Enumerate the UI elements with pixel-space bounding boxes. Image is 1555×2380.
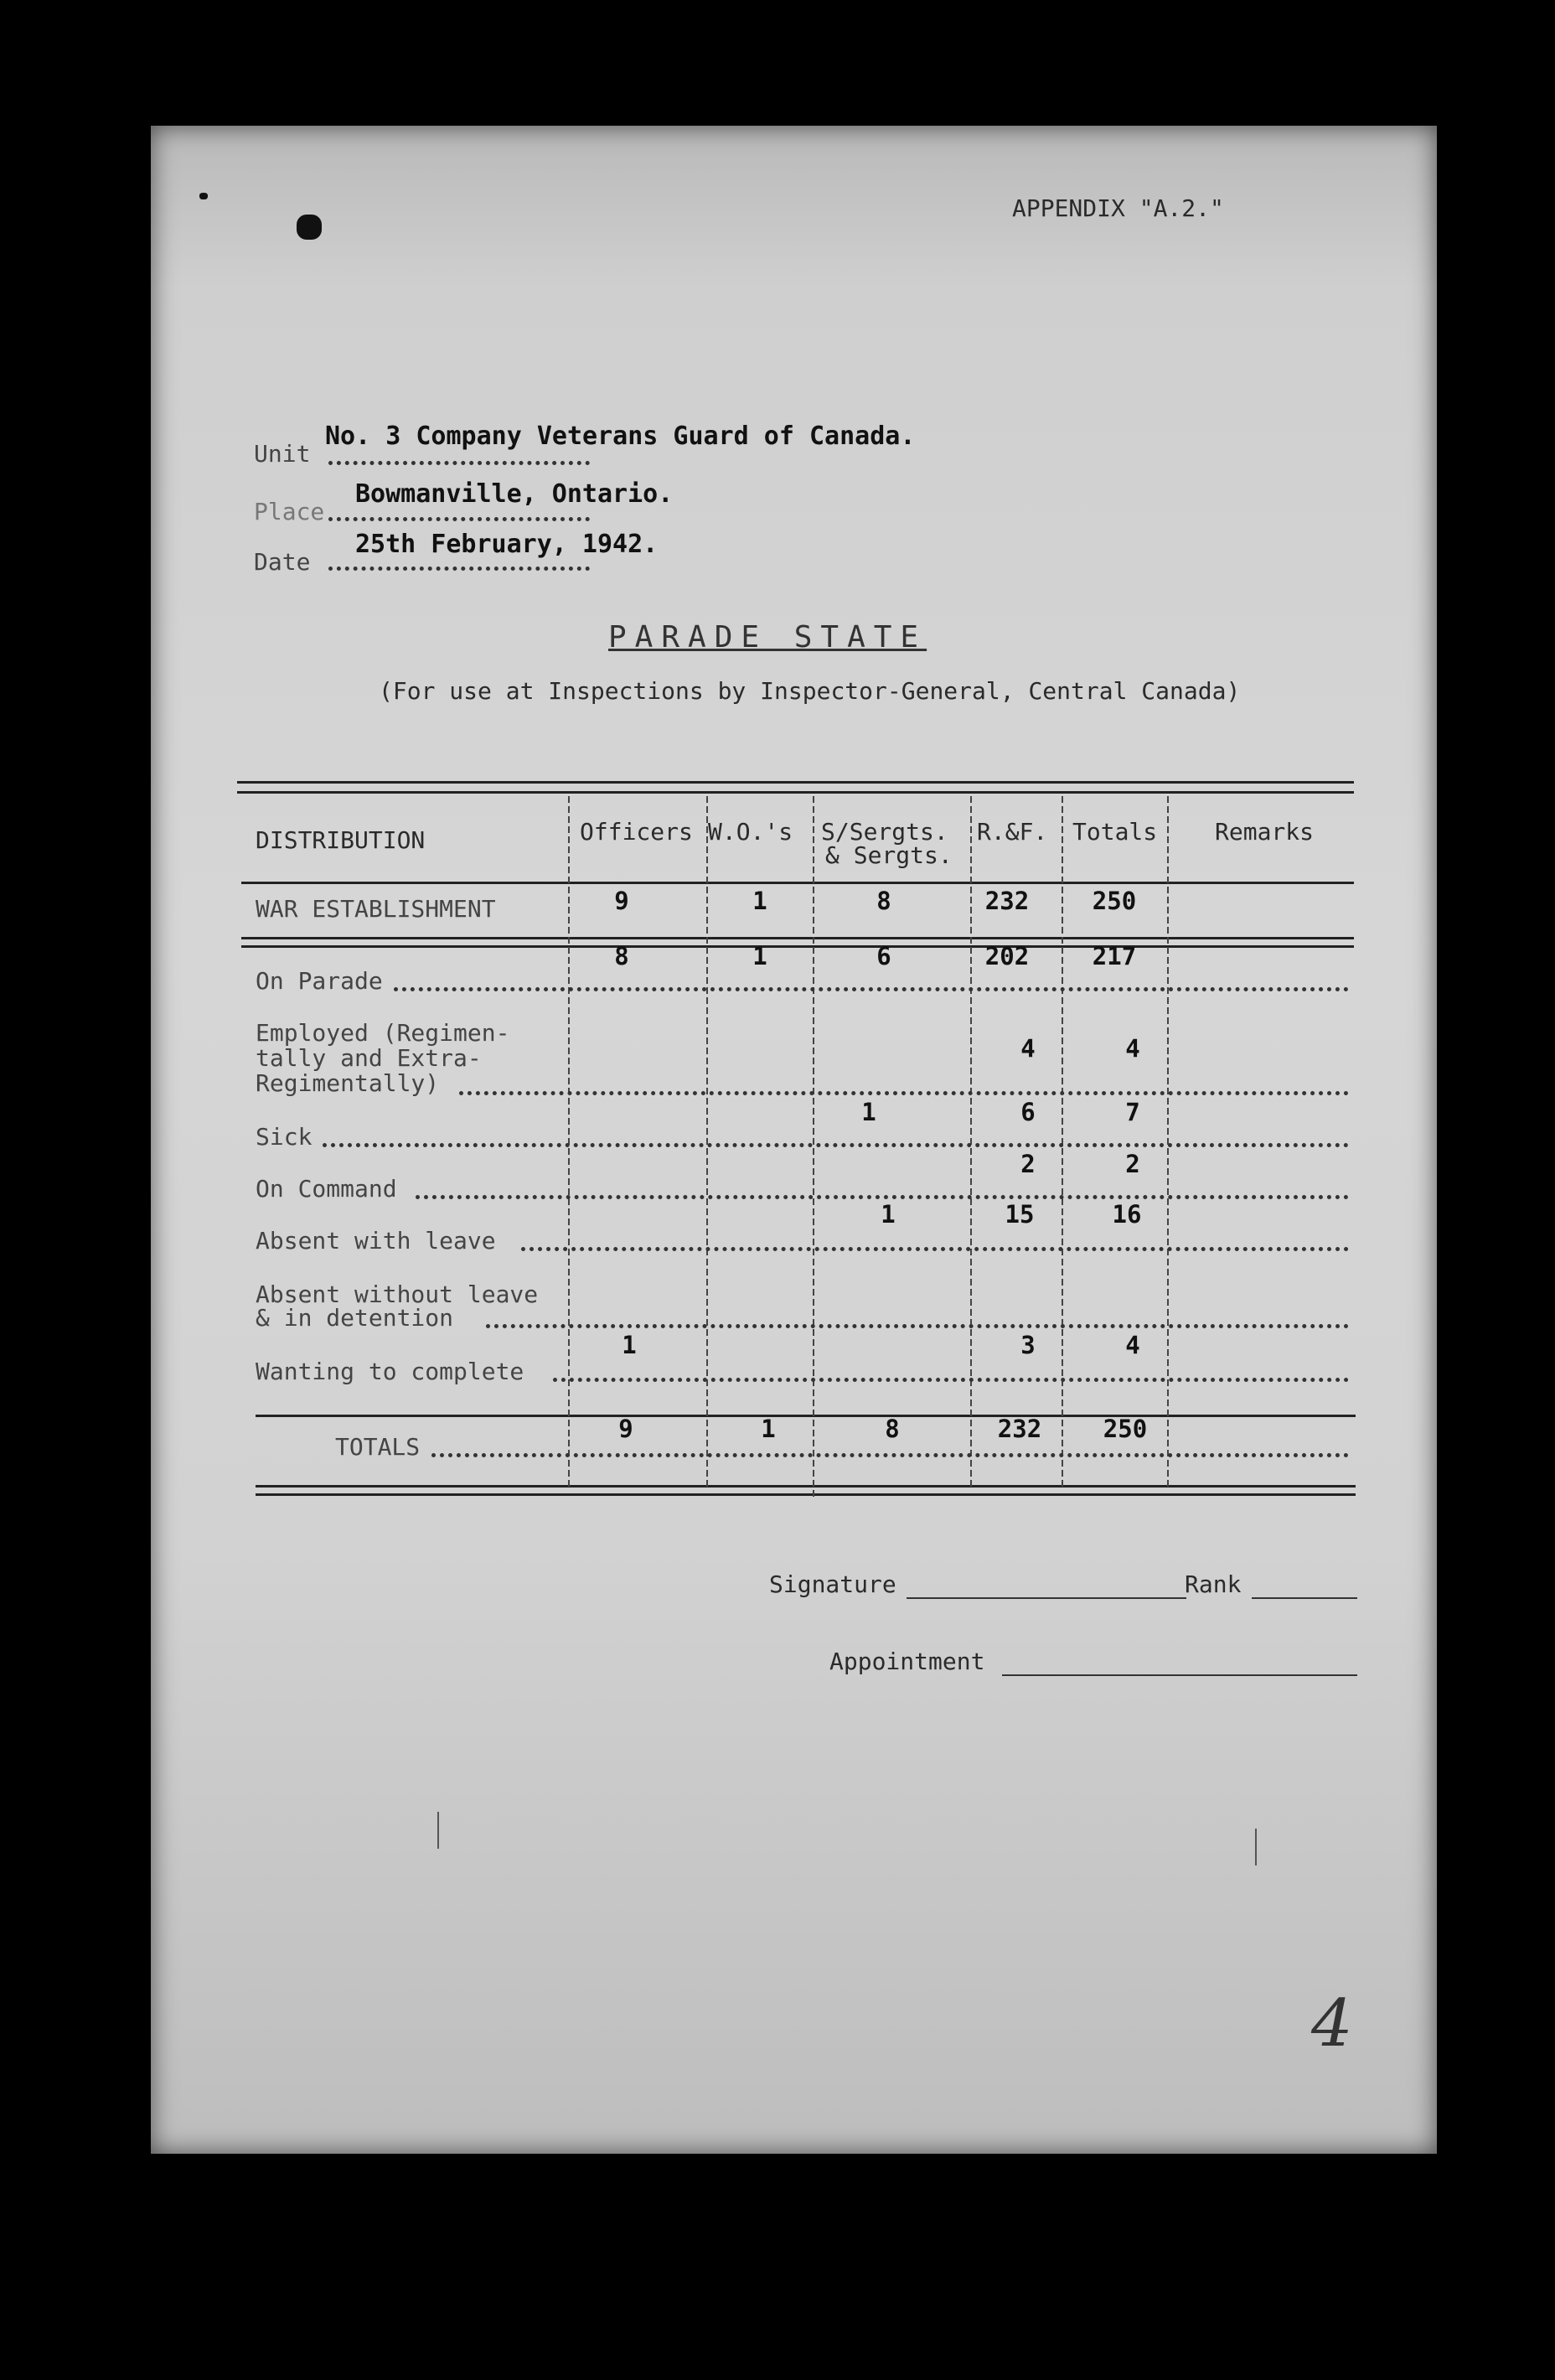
column-divider — [568, 796, 570, 1488]
place-value: Bowmanville, Ontario. — [355, 479, 674, 509]
signature-line — [907, 1597, 1186, 1599]
unit-label: Unit — [254, 440, 311, 468]
sick-sergts: 1 — [861, 1098, 876, 1126]
row-dotted-line — [553, 1378, 1349, 1382]
on-command-label: On Command — [256, 1175, 397, 1203]
header-rf: R.&F. — [977, 818, 1048, 846]
on-command-totals: 2 — [1125, 1150, 1140, 1178]
row-dotted-line — [486, 1324, 1349, 1328]
on-parade-label: On Parade — [256, 967, 383, 995]
employed-totals: 4 — [1125, 1034, 1140, 1063]
row-dotted-line — [431, 1453, 1349, 1457]
header-distribution: DISTRIBUTION — [256, 826, 426, 854]
header-sergts: S/Sergts. — [821, 818, 948, 846]
absent-with-leave-totals: 16 — [1112, 1200, 1142, 1229]
table-top-rule — [237, 781, 1354, 784]
row-dotted-line — [521, 1247, 1349, 1251]
war-establishment-label: WAR ESTABLISHMENT — [256, 895, 496, 923]
employed-label-line1: Employed (Regimen- — [256, 1019, 510, 1047]
totals-sergts: 8 — [885, 1415, 900, 1443]
employed-rf: 4 — [1020, 1034, 1036, 1063]
header-wos: W.O.'s — [708, 818, 793, 846]
column-divider — [1062, 796, 1063, 1488]
header-officers: Officers — [580, 818, 693, 846]
totals-rf: 232 — [997, 1415, 1042, 1443]
appendix-label: APPENDIX "A.2." — [1012, 194, 1224, 222]
war-establishment-bottom-rule — [241, 937, 1354, 939]
war-establishment-totals: 250 — [1092, 887, 1137, 915]
date-dotted-line — [328, 567, 590, 571]
page-title: PARADE STATE — [608, 620, 927, 654]
totals-totals: 250 — [1103, 1415, 1148, 1443]
absent-with-leave-sergts: 1 — [881, 1200, 896, 1229]
page-subtitle: (For use at Inspections by Inspector-General, Central Canada) — [379, 677, 1241, 705]
war-establishment-wos: 1 — [752, 887, 767, 915]
signature-label: Signature — [769, 1570, 896, 1598]
handwritten-page-number: 4 — [1311, 1986, 1353, 2062]
date-value: 25th February, 1942. — [355, 530, 659, 559]
sick-label: Sick — [256, 1123, 313, 1151]
column-divider — [1167, 796, 1169, 1488]
place-label: Place — [254, 498, 325, 525]
absent-with-leave-label: Absent with leave — [256, 1227, 496, 1255]
column-divider — [706, 796, 708, 1488]
war-establishment-bottom-rule-2 — [241, 945, 1354, 948]
table-bottom-rule-2 — [256, 1493, 1356, 1496]
absent-without-leave-label-line2: & in detention — [256, 1304, 454, 1332]
war-establishment-sergts: 8 — [876, 887, 891, 915]
unit-value: No. 3 Company Veterans Guard of Canada. — [325, 422, 916, 451]
wanting-officers: 1 — [622, 1331, 637, 1359]
row-dotted-line — [394, 987, 1349, 991]
war-establishment-rf: 232 — [984, 887, 1030, 915]
on-parade-rf: 202 — [984, 942, 1030, 970]
sick-rf: 6 — [1020, 1098, 1036, 1126]
table-bottom-rule — [256, 1485, 1356, 1488]
appointment-line — [1002, 1674, 1357, 1676]
war-establishment-officers: 9 — [614, 887, 629, 915]
wanting-label: Wanting to complete — [256, 1358, 524, 1385]
absent-without-leave-label-line1: Absent without leave — [256, 1281, 539, 1308]
margin-mark — [1255, 1829, 1257, 1865]
on-parade-wos: 1 — [752, 942, 767, 970]
place-dotted-line — [328, 517, 590, 521]
totals-label: TOTALS — [335, 1433, 421, 1461]
header-remarks: Remarks — [1215, 818, 1315, 846]
sick-totals: 7 — [1125, 1098, 1140, 1126]
header-sergts-line2: & Sergts. — [825, 841, 953, 869]
on-command-rf: 2 — [1020, 1150, 1036, 1178]
header-totals: Totals — [1072, 818, 1158, 846]
totals-wos: 1 — [761, 1415, 776, 1443]
rank-line — [1252, 1597, 1357, 1599]
ink-blot — [297, 215, 322, 240]
row-dotted-line — [459, 1091, 1349, 1095]
absent-with-leave-rf: 15 — [1005, 1200, 1035, 1229]
date-label: Date — [254, 548, 311, 576]
table-top-rule-2 — [237, 791, 1354, 794]
appointment-label: Appointment — [829, 1648, 985, 1675]
wanting-totals: 4 — [1125, 1331, 1140, 1359]
row-dotted-line — [416, 1195, 1349, 1199]
totals-officers: 9 — [618, 1415, 633, 1443]
margin-mark — [437, 1812, 439, 1849]
employed-label-line3: Regimentally) — [256, 1069, 440, 1097]
rank-label: Rank — [1185, 1570, 1242, 1598]
employed-label-line2: tally and Extra- — [256, 1044, 482, 1072]
on-parade-officers: 8 — [614, 942, 629, 970]
wanting-rf: 3 — [1020, 1331, 1036, 1359]
unit-dotted-line — [328, 461, 590, 465]
header-bottom-rule — [241, 882, 1354, 884]
column-divider — [813, 796, 814, 1500]
on-parade-sergts: 6 — [876, 942, 891, 970]
on-parade-totals: 217 — [1092, 942, 1137, 970]
ink-speck — [199, 193, 208, 199]
row-dotted-line — [323, 1143, 1349, 1147]
